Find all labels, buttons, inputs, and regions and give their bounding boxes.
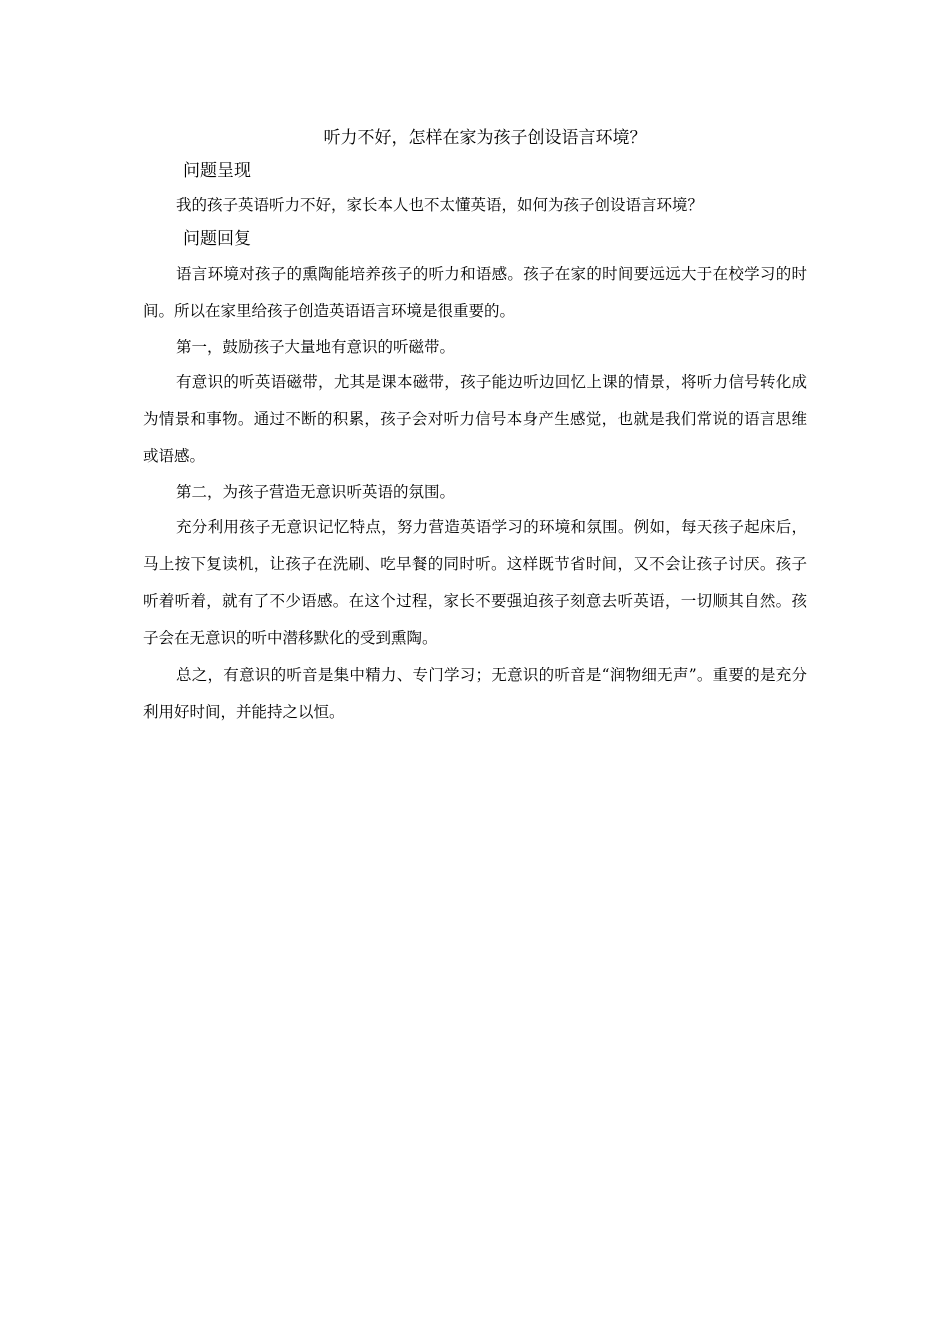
problem-paragraph: 我的孩子英语听力不好，家长本人也不太懂英语，如何为孩子创设语言环境？ bbox=[176, 196, 704, 214]
document-body bbox=[143, 122, 807, 731]
reply-paragraph-conscious-listening: 有意识的听英语磁带，尤其是课本磁带，孩子能边听边回忆上课的情景，将听力信号转化成为情景和事物。通过不断的积累，孩子会对听力信号本身产生感觉，也就是我们常说的语言思维或语感。 bbox=[143, 373, 807, 465]
reply-point-one: 第一，鼓励孩子大量地有意识的听磁带。 bbox=[176, 338, 456, 356]
reply-paragraph-intro: 语言环境对孩子的熏陶能培养孩子的听力和语感。孩子在家的时间要远远大于在校学习的时间。所以在家里给孩子创造英语语言环境是很重要的。 bbox=[143, 265, 807, 320]
document-title: 听力不好，怎样在家为孩子创设语言环境？ bbox=[323, 128, 647, 148]
reply-point-two: 第二，为孩子营造无意识听英语的氛围。 bbox=[176, 483, 456, 501]
section-heading-problem: 问题呈现 bbox=[183, 161, 251, 181]
reply-paragraph-summary: 总之，有意识的听音是集中精力、专门学习；无意识的听音是“润物细无声”。重要的是充分利用好时间，并能持之以恒。 bbox=[143, 666, 807, 721]
section-heading-reply: 问题回复 bbox=[183, 229, 251, 249]
reply-paragraph-unconscious-listening: 充分利用孩子无意识记忆特点，努力营造英语学习的环境和氛围。例如，每天孩子起床后，马上按下复读机，让孩子在洗刷、吃早餐的同时听。这样既节省时间，又不会让孩子讨厌。孩子听着听着，就有了不少语感。在这个过程，家长不要强迫孩子刻意去听英语，一切顺其自然。孩子会在无意识的听中潜移默化的受到熏陶。 bbox=[143, 518, 807, 647]
